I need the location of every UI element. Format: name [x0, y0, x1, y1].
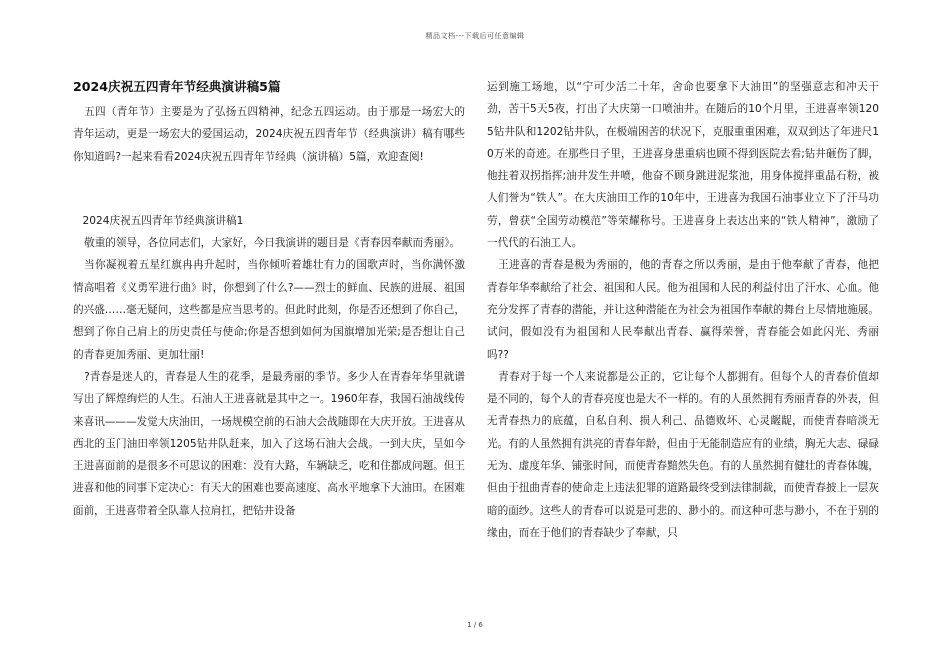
header-note: 精品文档---下载后可任意编辑 — [425, 32, 525, 40]
body-paragraph: 王进喜的青春是极为秀丽的，他的青春之所以秀丽，是由于他奉献了青春，他把青春年华奉献给了社会、祖国和人民。他为祖国和人民的利益付出了汗水、心血。他充分发挥了青春的潜能，并让这种潜能在为社会为祖国作奉献的舞台上尽情地施展。试问，假如没有为祖国和人民奉献出青春、赢得荣誉，青春能会如此闪光、秀丽吗?? — [487, 259, 879, 361]
left-column — [73, 76, 465, 522]
spacer — [73, 168, 465, 190]
right-column — [487, 76, 879, 544]
page-number: 1 / 6 — [467, 621, 483, 629]
intro-paragraph: 五四（青年节）主要是为了弘扬五四精神，纪念五四运动。由于那是一场宏大的青年运动，更是一场宏大的爱国运动，2024庆祝五四青年节（经典演讲）稿有哪些你知道吗?一起来看看2024庆祝五四青年节经典（演讲稿）5篇，欢迎查阅! — [73, 106, 465, 163]
body-paragraph: 青春对于每一个人来说都是公正的，它让每个人都拥有。但每个人的青春价值却是不同的，每个人的青春亮度也是大不一样的。有的人虽然拥有秀丽青春的外表，但无青春热力的底蕴，自私自利、损人利己、品德败坏、心灵龌龊，而使青春暗淡无光。有的人虽然拥有洪亮的青春年龄，但由于无能制造应有的业绩，胸无大志、碌碌无为、虚度年华、铺张时间，而使青春黯然失色。有的人虽然拥有健壮的青春体魄，但由于扭曲青春的使命走上违法犯罪的道路最终受到法律制裁，而使青春披上一层灰暗的面纱。这些人的青春可以说是可悲的、渺小的。而这种可悲与渺小，不在于别的缘由，而在于他们的青春缺少了奉献，只 — [487, 370, 879, 539]
section-heading: 2024庆祝五四青年节经典演讲稿1 — [82, 214, 244, 227]
body-paragraph: 当你凝视着五星红旗冉冉升起时，当你倾听着雄壮有力的国歌声时，当你满怀激情高唱着《义勇军进行曲》时，你想到了什么?——烈士的鲜血、民族的进展、祖国的兴盛……毫无疑问，这些都是应当思考的。但此时此刻，你是否还想到了你自己，想到了你自己肩上的历史责任与使命;你是否想到如何为国旗增加光荣;是否想让自己的青春更加秀丽、更加壮丽! — [73, 259, 465, 361]
body-paragraph-continued: 运到施工场地，以“宁可少活二十年，舍命也要拿下大油田”的坚强意志和冲天干劲，苦干5天5夜，打出了大庆第一口喷油井。在随后的10个月里，王进喜率领1205钻井队和1202钻井队，在极端困苦的状况下，克服重重困难，双双到达了年进尺10万米的奇迹。在那些日子里，王进喜身患重病也顾不得到医院去看;钻井砸伤了脚，他拄着双拐指挥;油井发生井喷，他奋不顾身跳进泥浆池，用身体搅拌重晶石粉，被人们誉为“铁人”。在大庆油田工作的10年中，王进喜为我国石油事业立下了汗马功劳，曾获“全国劳动模范”等荣耀称号。王进喜身上表达出来的“铁人精神”，激励了一代代的石油工人。 — [487, 81, 879, 250]
document-title: 2024庆祝五四青年节经典演讲稿5篇 — [73, 79, 281, 94]
body-paragraph: 敬重的领导，各位同志们，大家好，今日我演讲的题目是《青春因奉献而秀丽》。 — [84, 237, 461, 250]
body-paragraph: ?青春是迷人的，青春是人生的花季，是最秀丽的季节。多少人在青春年华里就谱写出了辉煌绚烂的人生。石油人王进喜就是其中之一。1960年春，我国石油战线传来喜讯———发觉大庆油田，一场规模空前的石油大会战随即在大庆开放。王进喜从西北的玉门油田率领1205钻井队赶来，加入了这场石油大会战。一到大庆，呈如今王进喜面前的是很多不可思议的困难：没有大路，车辆缺乏，吃和住都成问题。但王进喜和他的同事下定决心：有天大的困难也要高速度、高水平地拿下大油田。在困难面前，王进喜带着全队靠人拉肩扛，把钻井设备 — [73, 370, 465, 517]
